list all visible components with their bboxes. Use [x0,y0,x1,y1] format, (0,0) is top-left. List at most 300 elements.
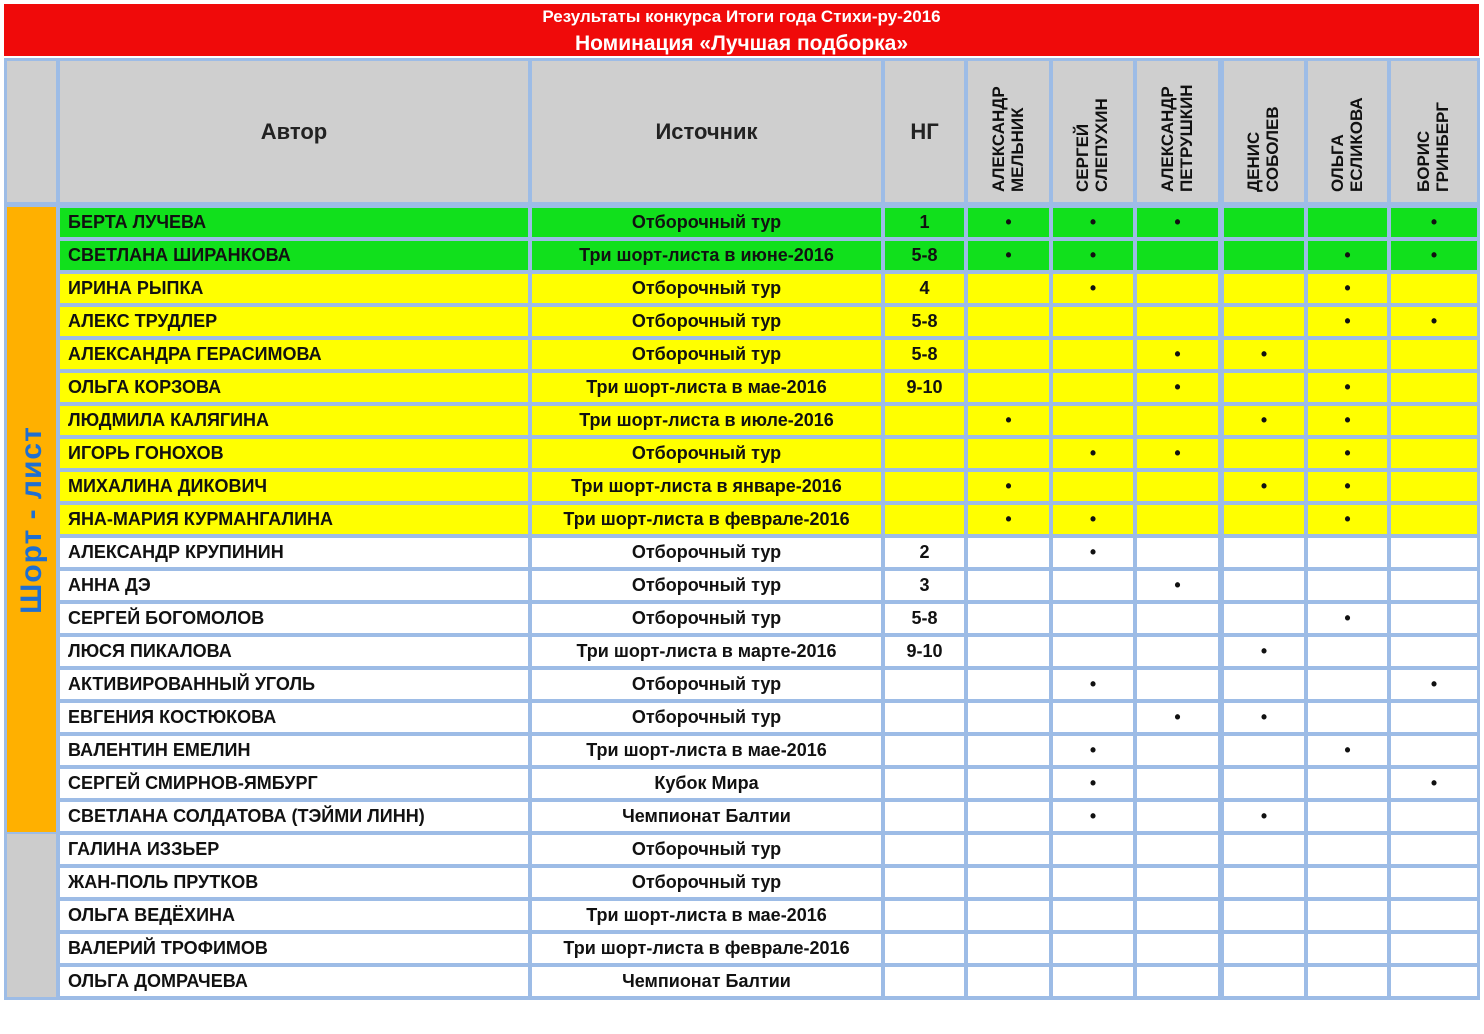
vote-cell [1391,439,1477,468]
vote-cell [1053,670,1133,699]
header-judge-3 [1137,61,1218,202]
vote-cell [1391,835,1477,864]
vote-cell [968,241,1049,270]
author-cell [60,241,528,270]
vote-cell [1224,373,1304,402]
vote-dot: • [1344,377,1351,397]
other-group [7,834,56,997]
source-name: Три шорт-листа в марте-2016 [576,641,837,661]
vote-cell [1224,307,1304,336]
ng-cell [885,934,964,963]
vote-dot: • [1260,707,1268,727]
source-cell [532,439,881,468]
vote-cell [968,637,1049,666]
vote-cell [1224,901,1304,930]
ng-value: 5-8 [911,245,938,265]
vote-cell [1053,208,1133,237]
source-name: Чемпионат Балтии [622,806,791,826]
source-cell [532,604,881,633]
author-cell [60,703,528,732]
vote-cell [1053,802,1133,831]
vote-dot: • [1174,707,1181,727]
vote-cell [1308,340,1387,369]
vote-dot: • [1174,377,1181,397]
vote-cell [1224,802,1304,831]
ng-cell [885,802,964,831]
author-name: ВАЛЕНТИН ЕМЕЛИН [68,740,251,760]
vote-cell [1053,472,1133,501]
vote-cell [1137,835,1218,864]
vote-cell [1308,505,1387,534]
source-cell [532,868,881,897]
vote-cell [1137,934,1218,963]
judge-first-name: АЛЕКСАНДР [1157,85,1177,192]
vote-dot: • [1174,575,1181,595]
source-cell [532,835,881,864]
vote-cell [1391,274,1477,303]
vote-dot: • [1174,344,1181,364]
source-cell [532,670,881,699]
vote-cell [1053,373,1133,402]
short-list-label: Шорт - лист [14,425,48,614]
author-cell [60,439,528,468]
vote-cell [968,835,1049,864]
author-cell [60,835,528,864]
vote-cell [1137,505,1218,534]
ng-cell [885,472,964,501]
ng-cell [885,901,964,930]
judge-last-name: ПЕТРУШКИН [1176,83,1196,192]
ng-cell [885,505,964,534]
vote-cell [1391,406,1477,435]
vote-cell [1308,868,1387,897]
author-cell [60,901,528,930]
source-name: Отборочный тур [631,212,782,232]
vote-cell [1391,208,1477,237]
vote-cell [1137,868,1218,897]
judge-first-name: АЛЕКСАНДР [988,85,1008,192]
vote-cell [1224,835,1304,864]
ng-cell [885,967,964,996]
author-name: ЖАН-ПОЛЬ ПРУТКОВ [68,872,259,892]
source-cell [532,802,881,831]
vote-cell [1224,967,1304,996]
vote-cell [1137,241,1218,270]
ng-cell [885,736,964,765]
author-cell [60,670,528,699]
vote-cell [968,934,1049,963]
vote-cell [968,769,1049,798]
vote-cell [968,274,1049,303]
vote-cell [1137,373,1218,402]
judge-last-name: ЕСЛИКОВА [1346,96,1366,192]
contest-title: Результаты конкурса Итоги года Стихи-ру-2016 [542,7,941,26]
header-ng [885,61,964,202]
vote-dot: • [1260,806,1268,826]
source-name: Три шорт-листа в июле-2016 [579,410,834,430]
vote-cell [1224,439,1304,468]
author-name: ОЛЬГА ДОМРАЧЕВА [68,971,248,991]
header-judge-5 [1308,61,1387,202]
vote-dot: • [1430,212,1438,232]
vote-cell [1391,934,1477,963]
author-cell [60,307,528,336]
vote-cell [1053,703,1133,732]
vote-cell [1137,604,1218,633]
vote-cell [1308,604,1387,633]
vote-cell [1308,703,1387,732]
judge-name [1244,66,1284,198]
ng-cell [885,439,964,468]
vote-cell [1308,439,1387,468]
source-cell [532,241,881,270]
vote-dot: • [1430,311,1438,331]
vote-cell [1391,736,1477,765]
vote-cell [1053,769,1133,798]
source-cell [532,505,881,534]
ng-cell [885,604,964,633]
author-name: ЕВГЕНИЯ КОСТЮКОВА [68,707,277,727]
header-judge-4 [1224,61,1304,202]
author-name: ОЛЬГА ВЕДЁХИНА [68,905,236,925]
ng-value: 9-10 [906,377,943,397]
ng-cell [885,274,964,303]
vote-cell [1308,571,1387,600]
vote-cell [1224,406,1304,435]
vote-dot: • [1174,443,1181,463]
judge-name [989,66,1029,198]
nomination-title: Номинация «Лучшая подборка» [574,32,909,55]
vote-cell [1308,472,1387,501]
vote-cell [1053,505,1133,534]
ng-cell [885,670,964,699]
judge-first-name: ОЛЬГА [1327,133,1347,192]
source-name: Три шорт-листа в январе-2016 [571,476,842,496]
vote-cell [968,670,1049,699]
vote-cell [1308,769,1387,798]
vote-cell [968,406,1049,435]
header-judge-1 [968,61,1049,202]
vote-cell [1053,406,1133,435]
vote-dot: • [1089,212,1097,232]
judge-first-name: СЕРГЕЙ [1073,123,1092,192]
vote-cell [1053,934,1133,963]
source-name: Отборочный тур [631,707,782,727]
vote-cell [968,538,1049,567]
author-name: ЛЮСЯ ПИКАЛОВА [68,641,232,661]
ng-cell [885,406,964,435]
source-name: Отборочный тур [631,344,782,364]
ng-cell [885,307,964,336]
vote-cell [968,340,1049,369]
source-name: Отборочный тур [631,839,782,859]
judge-last-name: МЕЛЬНИК [1007,106,1027,192]
vote-cell [1137,736,1218,765]
ng-cell [885,208,964,237]
vote-dot: • [1430,245,1438,265]
author-name: СЕРГЕЙ СМИРНОВ-ЯМБУРГ [68,773,318,793]
vote-cell [1053,274,1133,303]
ng-value: 4 [919,278,930,298]
author-name: МИХАЛИНА ДИКОВИЧ [68,476,268,496]
source-cell [532,571,881,600]
vote-cell [1053,439,1133,468]
author-name: АЛЕКСАНДР КРУПИНИН [68,542,284,562]
source-name: Отборочный тур [631,608,782,628]
results-table [4,58,1480,1000]
vote-cell [1224,736,1304,765]
vote-dot: • [1089,245,1097,265]
source-cell [532,736,881,765]
author-cell [60,802,528,831]
ng-cell [885,703,964,732]
ng-cell [885,835,964,864]
vote-cell [1224,340,1304,369]
vote-cell [1391,703,1477,732]
source-name: Отборочный тур [631,575,782,595]
author-cell [60,274,528,303]
source-cell [532,703,881,732]
author-cell [60,472,528,501]
author-cell [60,373,528,402]
vote-dot: • [1005,212,1012,232]
vote-dot: • [1344,311,1351,331]
source-cell [532,274,881,303]
vote-cell [1137,637,1218,666]
vote-cell [1308,934,1387,963]
vote-dot: • [1005,410,1012,430]
vote-cell [1391,637,1477,666]
vote-cell [1391,472,1477,501]
author-cell [60,637,528,666]
source-name: Отборочный тур [631,311,782,331]
vote-cell [1308,307,1387,336]
header-group-column [7,61,56,202]
judge-name [1414,66,1454,198]
vote-cell [1224,769,1304,798]
vote-cell [1224,241,1304,270]
vote-cell [1224,604,1304,633]
vote-cell [1308,406,1387,435]
vote-dot: • [1260,344,1268,364]
vote-cell [1137,307,1218,336]
vote-cell [1137,274,1218,303]
vote-cell [1224,538,1304,567]
vote-dot: • [1430,773,1438,793]
judge-name [1158,66,1198,198]
source-name: Три шорт-листа в мае-2016 [586,377,827,397]
vote-cell [1391,538,1477,567]
source-cell [532,967,881,996]
vote-dot: • [1174,212,1181,232]
vote-dot: • [1344,608,1351,628]
author-name: СЕРГЕЙ БОГОМОЛОВ [68,608,265,628]
vote-cell [1308,373,1387,402]
judge-last-name: СОБОЛЕВ [1263,105,1282,192]
source-cell [532,472,881,501]
source-name: Чемпионат Балтии [622,971,791,991]
author-cell [60,538,528,567]
vote-dot: • [1344,443,1351,463]
vote-cell [968,802,1049,831]
author-name: ЛЮДМИЛА КАЛЯГИНА [68,410,270,430]
vote-cell [1137,802,1218,831]
vote-cell [1391,373,1477,402]
author-cell [60,769,528,798]
vote-cell [968,868,1049,897]
vote-cell [1224,208,1304,237]
ng-value: 5-8 [911,311,938,331]
author-name: ВАЛЕРИЙ ТРОФИМОВ [68,938,268,958]
source-name: Три шорт-листа в мае-2016 [586,905,827,925]
vote-dot: • [1344,410,1351,430]
vote-cell [1053,604,1133,633]
author-cell [60,934,528,963]
vote-cell [1391,505,1477,534]
vote-cell [968,604,1049,633]
vote-cell [1308,736,1387,765]
vote-cell [1137,703,1218,732]
source-cell [532,538,881,567]
ng-cell [885,373,964,402]
source-cell [532,769,881,798]
judge-last-name: СЛЕПУХИН [1092,97,1111,192]
author-cell [60,208,528,237]
vote-cell [1308,274,1387,303]
author-name: ГАЛИНА ИЗЗЬЕР [68,839,220,859]
vote-cell [1053,637,1133,666]
header-source [532,61,881,202]
author-cell [60,868,528,897]
vote-dot: • [1344,245,1351,265]
vote-cell [1308,670,1387,699]
author-cell [60,736,528,765]
vote-cell [1137,901,1218,930]
vote-cell [1391,670,1477,699]
vote-cell [1053,340,1133,369]
vote-cell [1391,604,1477,633]
vote-cell [1053,736,1133,765]
vote-cell [1137,571,1218,600]
vote-cell [968,901,1049,930]
source-name: Кубок Мира [654,773,759,793]
vote-dot: • [1430,674,1438,694]
author-name: АННА ДЭ [68,575,151,595]
source-cell [532,340,881,369]
vote-dot: • [1089,542,1097,562]
judge-name [1073,66,1113,198]
vote-cell [968,307,1049,336]
vote-cell [1053,835,1133,864]
vote-cell [1053,967,1133,996]
author-name: ОЛЬГА КОРЗОВА [68,377,222,397]
ng-cell [885,538,964,567]
vote-cell [1391,967,1477,996]
author-name: ИРИНА РЫПКА [68,278,204,298]
vote-cell [1224,670,1304,699]
ng-cell [885,868,964,897]
source-name: Три шорт-листа в феврале-2016 [563,509,850,529]
vote-cell [1224,472,1304,501]
author-cell [60,406,528,435]
source-cell [532,406,881,435]
vote-cell [1053,571,1133,600]
vote-dot: • [1005,476,1012,496]
vote-cell [968,439,1049,468]
vote-cell [1137,472,1218,501]
author-cell [60,340,528,369]
source-cell [532,901,881,930]
vote-cell [1224,703,1304,732]
vote-cell [968,703,1049,732]
ng-value: 2 [919,542,930,562]
vote-dot: • [1344,476,1351,496]
header-author [60,61,528,202]
author-cell [60,571,528,600]
vote-cell [968,571,1049,600]
vote-cell [1224,868,1304,897]
vote-cell [1137,208,1218,237]
vote-cell [1137,670,1218,699]
vote-cell [1137,439,1218,468]
header-author-label: Автор [260,118,328,144]
vote-dot: • [1089,740,1097,760]
vote-cell [1308,241,1387,270]
ng-value: 3 [919,575,930,595]
vote-cell [968,208,1049,237]
vote-dot: • [1344,740,1351,760]
vote-cell [1137,538,1218,567]
vote-cell [1391,901,1477,930]
vote-cell [968,472,1049,501]
vote-cell [1053,901,1133,930]
source-name: Отборочный тур [631,542,782,562]
vote-dot: • [1089,674,1097,694]
header-source-label: Источник [655,118,758,144]
vote-cell [1224,637,1304,666]
vote-cell [1308,802,1387,831]
judge-first-name: ДЕНИС [1244,131,1263,192]
source-cell [532,307,881,336]
vote-cell [1308,835,1387,864]
vote-dot: • [1344,278,1351,298]
author-name: БЕРТА ЛУЧЕВА [68,212,207,232]
header-judge-6 [1391,61,1477,202]
vote-cell [1308,967,1387,996]
vote-cell [1053,538,1133,567]
vote-cell [1224,505,1304,534]
ng-value: 1 [919,212,930,232]
header-ng-label: НГ [910,118,939,144]
vote-cell [1224,934,1304,963]
vote-cell [1391,868,1477,897]
source-name: Три шорт-листа в мае-2016 [586,740,827,760]
author-name: ЯНА-МАРИЯ КУРМАНГАЛИНА [68,509,334,529]
vote-cell [1391,340,1477,369]
source-name: Три шорт-листа в июне-2016 [579,245,834,265]
author-name: ИГОРЬ ГОНОХОВ [68,443,224,463]
header-judge-2 [1053,61,1133,202]
ng-value: 9-10 [906,641,943,661]
source-name: Отборочный тур [631,443,782,463]
vote-dot: • [1089,509,1097,529]
ng-cell [885,340,964,369]
author-name: СВЕТЛАНА ШИРАНКОВА [68,245,291,265]
vote-cell [1391,241,1477,270]
vote-dot: • [1260,410,1268,430]
vote-cell [1137,967,1218,996]
vote-cell [1224,571,1304,600]
